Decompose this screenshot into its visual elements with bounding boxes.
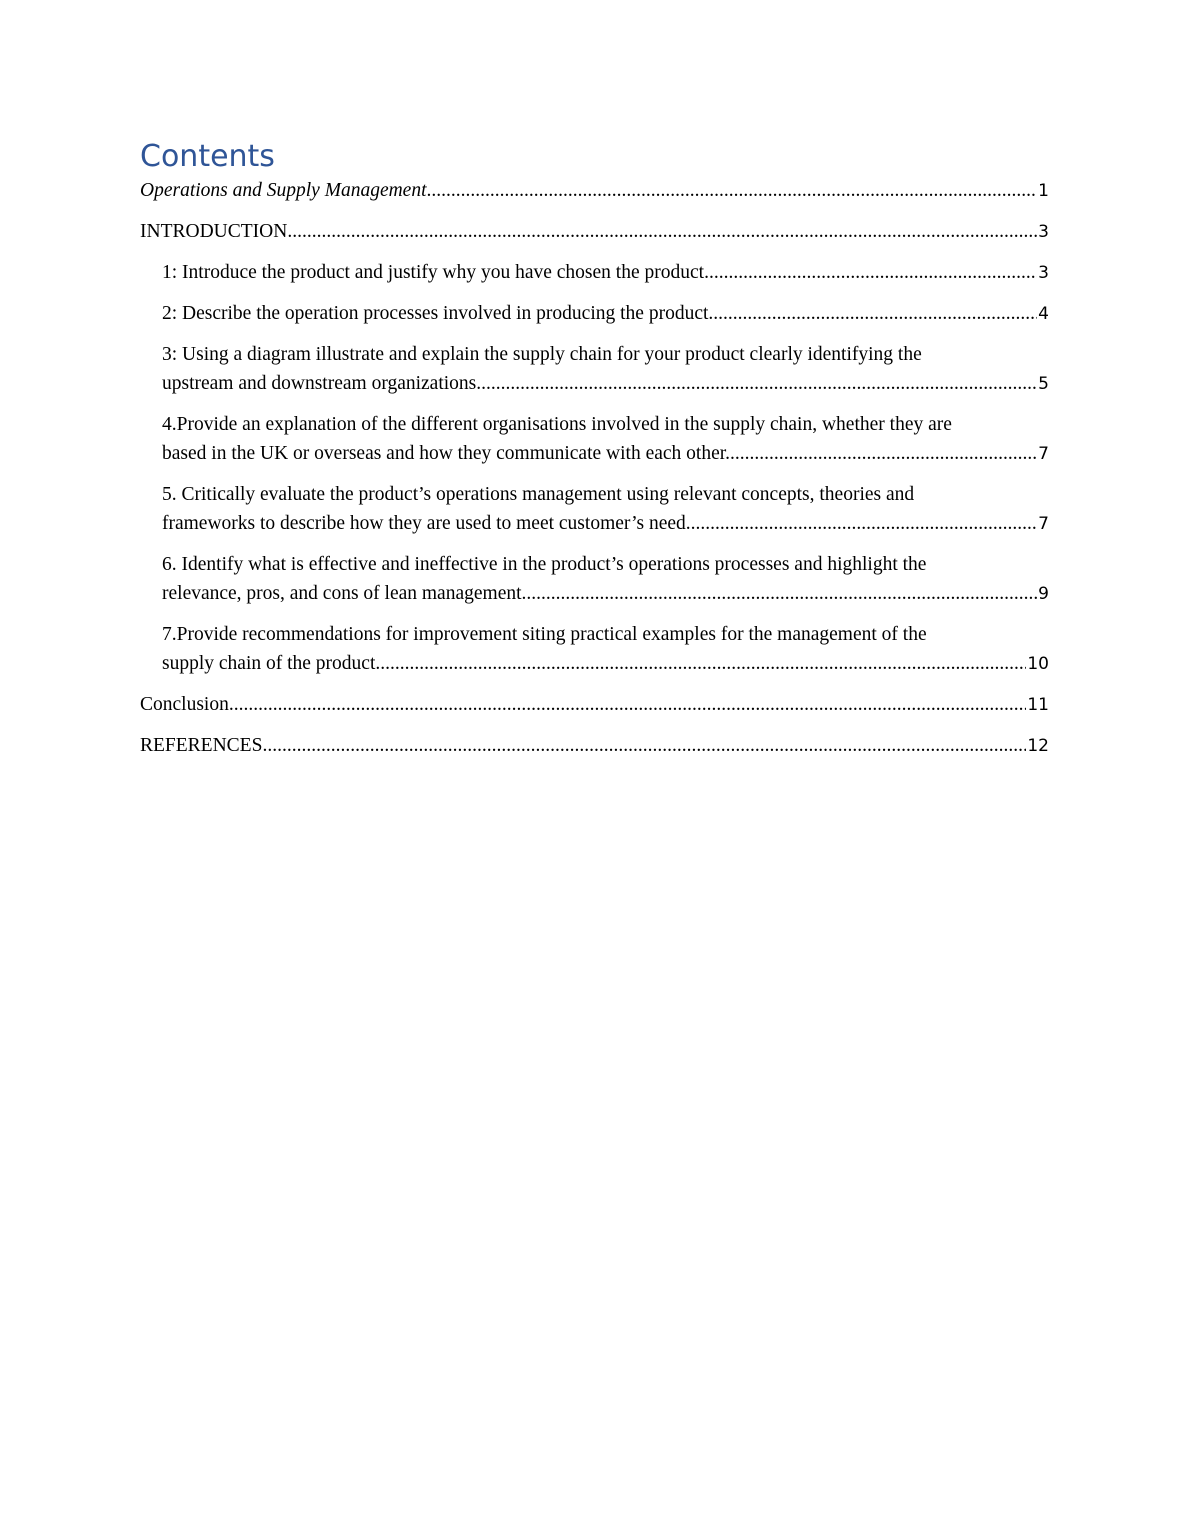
toc-page-number: 10 <box>1027 654 1049 674</box>
toc-entry-section-5[interactable] <box>140 480 1049 539</box>
toc-entry-section-4[interactable] <box>140 410 1049 469</box>
toc-entry-title-line1: 5. Critically evaluate the product’s operations management using relevant concepts, theories and <box>162 484 915 505</box>
toc-leader-dots <box>704 258 1037 287</box>
toc-leader-dots <box>708 299 1037 328</box>
toc-leader-dots <box>262 731 1026 760</box>
toc-entry-introduction[interactable] <box>140 217 1049 247</box>
toc-leader-dots <box>380 649 1026 678</box>
toc-entry-title-line1: 4.Provide an explanation of the different organisations involved in the supply chain, whether they are <box>162 414 952 435</box>
toc-entry-line <box>140 690 1049 720</box>
toc-entry-line <box>162 369 1049 399</box>
toc-entry-section-6[interactable] <box>140 550 1049 609</box>
toc-entry-line <box>162 649 1049 679</box>
toc-entry-title-line2: supply chain of the product. <box>162 653 381 674</box>
toc-entry-title-line2: frameworks to describe how they are used to meet customer’s need. <box>162 513 691 534</box>
toc-page-number: 12 <box>1027 736 1049 756</box>
toc-entry-section-1[interactable] <box>140 258 1049 288</box>
toc-page-number: 7 <box>1038 514 1049 534</box>
toc-entry-line <box>162 509 1049 539</box>
toc-page-number: 3 <box>1038 263 1049 283</box>
toc-leader-dots <box>287 217 1037 246</box>
toc-heading: Contents <box>140 139 275 174</box>
toc-entry-line <box>162 299 1049 329</box>
toc-entry-title: Operations and Supply Management <box>140 180 427 201</box>
toc-entry-conclusion[interactable] <box>140 690 1049 720</box>
toc-entry-references[interactable] <box>140 731 1049 761</box>
toc-list <box>140 176 1049 761</box>
toc-entry-title-line2: upstream and downstream organizations <box>162 373 477 394</box>
toc-entry-line <box>162 258 1049 288</box>
toc-entry-line <box>140 176 1049 206</box>
toc-page-number: 9 <box>1038 584 1049 604</box>
toc-entry-title-line1: 3: Using a diagram illustrate and explain the supply chain for your product clearly identifying the <box>162 344 922 365</box>
toc-entry-line <box>140 731 1049 761</box>
toc-leader-dots <box>691 509 1038 538</box>
document-page <box>140 138 1049 772</box>
toc-entry-line <box>140 217 1049 247</box>
toc-page-number: 11 <box>1027 695 1049 715</box>
toc-leader-dots <box>476 369 1037 398</box>
toc-entry-title: INTRODUCTION <box>140 221 288 242</box>
toc-leader-dots <box>526 579 1037 608</box>
toc-entry-title-line2: based in the UK or overseas and how they communicate with each other. <box>162 443 731 464</box>
toc-entry-section-2[interactable] <box>140 299 1049 329</box>
toc-entry-line <box>162 579 1049 609</box>
toc-entry-title: 2: Describe the operation processes involved in producing the product <box>162 303 709 324</box>
toc-entry-title-line1: 7.Provide recommendations for improvement siting practical examples for the management of the <box>162 624 927 645</box>
toc-entry-section-7[interactable] <box>140 620 1049 679</box>
toc-entry-title-line1: 6. Identify what is effective and ineffective in the product’s operations processes and highlight the <box>162 554 927 575</box>
toc-leader-dots <box>234 690 1027 719</box>
toc-page-number: 3 <box>1038 222 1049 242</box>
toc-entry-title: REFERENCES <box>140 735 263 756</box>
toc-entry-title: 1: Introduce the product and justify why you have chosen the product <box>162 262 705 283</box>
toc-page-number: 5 <box>1038 374 1049 394</box>
toc-entry-operations-supply-management[interactable] <box>140 176 1049 206</box>
toc-entry-section-3[interactable] <box>140 340 1049 399</box>
toc-page-number: 1 <box>1038 181 1049 201</box>
toc-entry-title-line2: relevance, pros, and cons of lean management. <box>162 583 527 604</box>
toc-leader-dots <box>427 176 1038 205</box>
toc-leader-dots <box>730 439 1037 468</box>
toc-entry-title: Conclusion. <box>140 694 234 715</box>
toc-entry-line <box>162 439 1049 469</box>
toc-page-number: 7 <box>1038 444 1049 464</box>
toc-page-number: 4 <box>1038 304 1049 324</box>
